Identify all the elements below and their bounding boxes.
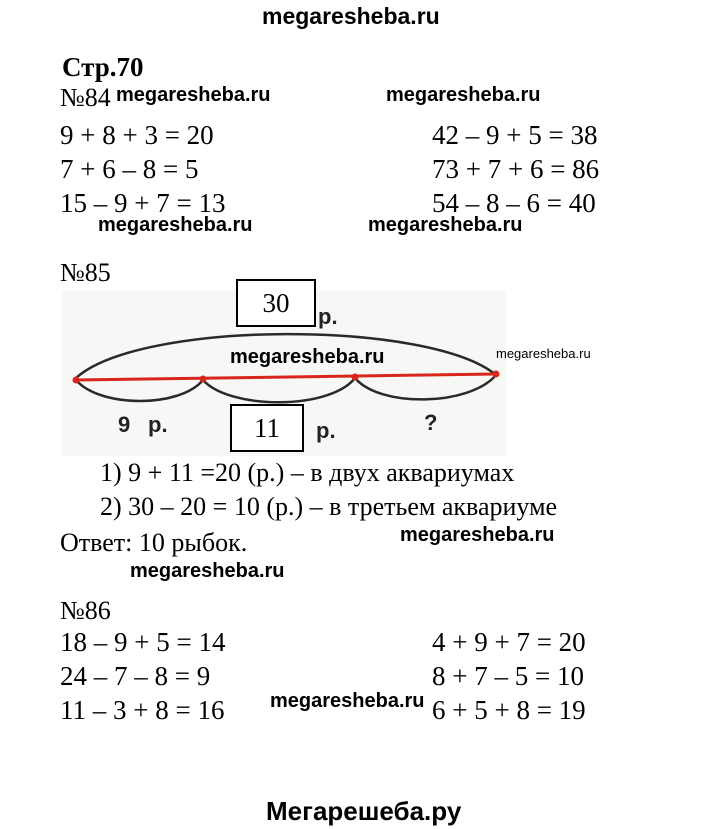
watermark: megaresheba.ru xyxy=(116,84,271,106)
segment-3-unknown: ? xyxy=(424,410,438,435)
arc-part-1 xyxy=(76,380,203,401)
watermark: megaresheba.ru xyxy=(98,214,253,236)
total-unit: р. xyxy=(318,304,338,329)
segment-2-box: 11 xyxy=(230,404,304,452)
point-2 xyxy=(352,374,359,381)
page-title: Стр.70 xyxy=(62,52,144,82)
solution-step-1: 1) 9 + 11 =20 (р.) – в двух аквариумах xyxy=(100,458,515,487)
equation: 6 + 5 + 8 = 19 xyxy=(432,695,586,725)
watermark-bottom: Мегарешеба.ру xyxy=(266,796,462,826)
equation: 11 – 3 + 8 = 16 xyxy=(60,695,225,725)
equation: 24 – 7 – 8 = 9 xyxy=(60,661,211,691)
segment-1-unit: р. xyxy=(148,412,168,437)
watermark-top: megaresheba.ru xyxy=(262,3,440,29)
equation: 4 + 9 + 7 = 20 xyxy=(432,627,586,657)
watermark: megaresheba.ru xyxy=(400,524,555,546)
watermark: megaresheba.ru xyxy=(270,690,425,712)
equation: 18 – 9 + 5 = 14 xyxy=(60,627,226,657)
equation: 9 + 8 + 3 = 20 xyxy=(60,120,214,150)
exercise-86-label: №86 xyxy=(60,596,111,625)
watermark: megaresheba.ru xyxy=(386,84,541,106)
total-box: 30 xyxy=(236,279,316,327)
exercise-85-label: №85 xyxy=(60,258,111,287)
watermark: megaresheba.ru xyxy=(368,214,523,236)
point-end xyxy=(493,371,500,378)
arc-part-2 xyxy=(203,378,355,402)
equation: 73 + 7 + 6 = 86 xyxy=(432,154,600,184)
answer: Ответ: 10 рыбок. xyxy=(60,528,248,557)
watermark: megaresheba.ru xyxy=(130,560,285,582)
segment-line xyxy=(76,374,496,380)
equation: 7 + 6 – 8 = 5 xyxy=(60,154,199,184)
segment-2-unit: р. xyxy=(316,418,336,443)
equation: 54 – 8 – 6 = 40 xyxy=(432,188,596,218)
arc-part-3 xyxy=(355,375,496,399)
segment-1-value: 9 xyxy=(118,412,131,437)
watermark: megaresheba.ru xyxy=(230,346,385,368)
equation: 15 – 9 + 7 = 13 xyxy=(60,188,226,218)
solution-step-2: 2) 30 – 20 = 10 (р.) – в третьем аквариуме xyxy=(100,492,558,521)
watermark-small: megaresheba.ru xyxy=(496,346,591,361)
equation: 42 – 9 + 5 = 38 xyxy=(432,120,598,150)
point-start xyxy=(73,377,80,384)
equation: 8 + 7 – 5 = 10 xyxy=(432,661,584,691)
exercise-84-label: №84 xyxy=(60,83,111,112)
point-1 xyxy=(200,376,207,383)
